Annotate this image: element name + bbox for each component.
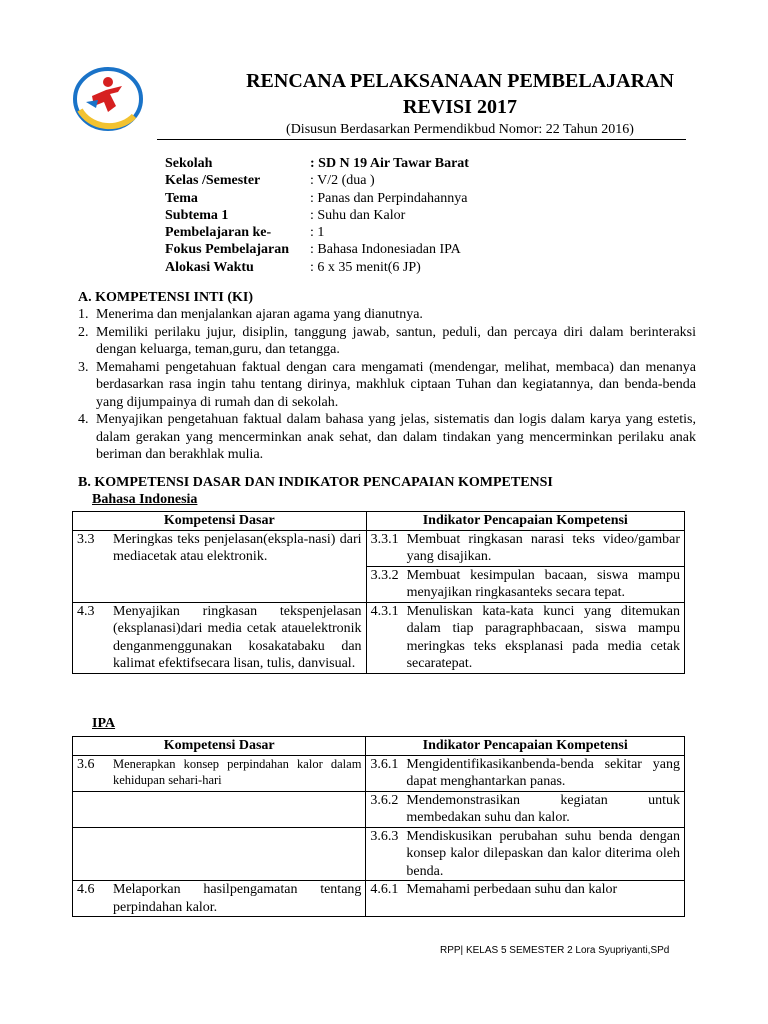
document-revision: REVISI 2017 <box>403 96 517 118</box>
list-item: 4. Menyajikan pengetahuan faktual dalam bahasa yang jelas, sistematis dan logis dalam karya yang estetis, dalam gerakan yang mencerminkan anak sehat, dan dalam tindakan yang mencerminkan perilaku anak beriman dan berakhlak mulia. <box>78 412 696 462</box>
page-footer: RPP| KELAS 5 SEMESTER 2 Lora Syupriyanti,SPd <box>440 945 670 956</box>
table-row: 3.6.2 Mendemonstrasikan kegiatan untuk membedakan suhu dan kalor. <box>73 791 685 827</box>
table-row: 3.3 Meringkas teks penjelasan(ekspla-nasi) dari mediacetak atau elektronik. 3.3.1 Membuat ringkasan narasi teks video/gambar yang disajikan. <box>73 530 685 566</box>
section-a-title: A. KOMPETENSI INTI (KI) <box>78 290 254 305</box>
info-row: Kelas /Semester : V/2 (dua ) <box>165 173 375 189</box>
section-b-title: B. KOMPETENSI DASAR DAN INDIKATOR PENCAPAIAN KOMPETENSI <box>78 475 553 490</box>
col-kd-header: Kompetensi Dasar <box>73 737 366 756</box>
list-item: 1. Menerima dan menjalankan ajaran agama yang dianutnya. <box>78 307 423 322</box>
header-divider <box>157 139 686 140</box>
ki-list <box>78 306 696 464</box>
list-item: 3. Memahami pengetahuan faktual dengan cara mengamati (mendengar, melihat, membaca) dan menanya berdasarkan rasa ingin tahu tentang dirinya, makhluk ciptaan Tuhan dan kegiatannya, dan benda-benda yang dijumpainya di rumah dan di sekolah. <box>78 359 696 410</box>
document-basis: (Disusun Berdasarkan Permendikbud Nomor: 22 Tahun 2016) <box>286 122 634 137</box>
table-row: 3.3.2 Membuat kesimpulan bacaan, siswa mampu menyajikan ringkasanteks secara tepat. <box>73 566 685 602</box>
bahasa-kd-table <box>72 511 685 674</box>
list-item: 2. Memiliki perilaku jujur, disiplin, tanggung jawab, santun, peduli, dan percaya diri dalam berinteraksi dengan keluarga, teman,guru, dan tetangga. <box>78 324 696 357</box>
col-ipk-header: Indikator Pencapaian Kompetensi <box>366 737 685 756</box>
bahasa-indonesia-label: Bahasa Indonesia <box>92 492 198 507</box>
table-row: 3.6.3 Mendiskusikan perubahan suhu benda dengan konsep kalor dilepaskan dan kalor diterima oleh benda. <box>73 827 685 881</box>
info-row: Tema : Panas dan Perpindahannya <box>165 190 468 206</box>
col-ipk-header: Indikator Pencapaian Kompetensi <box>366 512 684 531</box>
table-row: 4.6 Melaporkan hasilpengamatan tentang perpindahan kalor. 4.6.1 Memahami perbedaan suhu dan kalor <box>73 881 685 917</box>
kurikulum-2013-logo <box>72 66 148 132</box>
info-row: Subtema 1 : Suhu dan Kalor <box>165 207 406 223</box>
ipa-label: IPA <box>92 716 116 731</box>
info-row: Sekolah : SD N 19 Air Tawar Barat <box>165 156 469 171</box>
info-row: Pembelajaran ke- : 1 <box>165 225 325 241</box>
identity-block <box>165 155 469 276</box>
info-row: Fokus Pembelajaran : Bahasa Indonesiadan IPA <box>165 242 461 258</box>
col-kd-header: Kompetensi Dasar <box>73 512 367 531</box>
table-row: 3.6 Menerapkan konsep perpindahan kalor dalam kehidupan sehari-hari 3.6.1 Mengidentifikasikanbenda-benda sekitar yang dapat menghantarkan panas. <box>73 755 685 791</box>
ipa-kd-table <box>72 736 685 917</box>
table-row: 4.3 Menyajikan ringkasan tekspenjelasan (eksplanasi)dari media cetak atauelektronik denganmenggunakan kosakatabaku dan kalimat efektifsecara lisan, tulis, danvisual. 4.3.1 Menuliskan kata-kata kunci yang ditemukan dalam tiap paragraphbacaan, siswa mampu meringkas teks eksplanasi pada media cetak secaratepat. <box>73 602 685 673</box>
info-row: Alokasi Waktu : 6 x 35 menit(6 JP) <box>165 259 421 275</box>
document-title: RENCANA PELAKSANAAN PEMBELAJARAN <box>246 70 674 92</box>
